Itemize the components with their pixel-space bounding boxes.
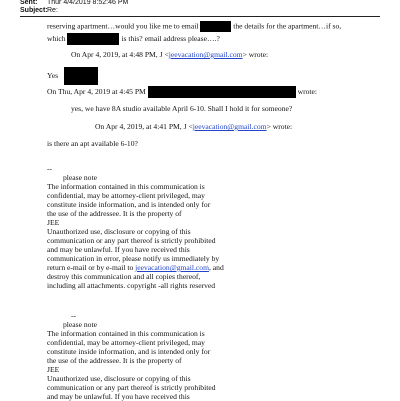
- quote-1-attribution: [71, 50, 268, 59]
- disclaimer-2-line: communication or any part thereof is strictly prohibited: [47, 383, 216, 392]
- body-line-2-end: is this? email address please….?: [121, 33, 220, 43]
- disclaimer-2-line: The information contained in this communication is: [47, 329, 205, 338]
- disclaimer-1-line: including all attachments. copyright -all rights reserved: [47, 281, 216, 290]
- disclaimer-1-line: [47, 263, 224, 272]
- subject-label: Subject:: [20, 7, 48, 14]
- disclaimer-2-line: the use of the addressee. It is the property of: [47, 356, 182, 365]
- quote-3-attribution-end: > wrote:: [266, 122, 293, 131]
- disclaimer-2-line: JEE: [47, 365, 60, 374]
- body-line-2-start: which: [47, 33, 66, 43]
- disclaimer-1-line: the use of the addressee. It is the property of: [47, 209, 182, 218]
- disclaimer-1-heading: please note: [63, 173, 97, 182]
- email-link[interactable]: jeevacation@gmail.com: [135, 263, 209, 272]
- email-link[interactable]: jeevacation@gmail.com: [192, 122, 267, 131]
- disclaimer-2-dashes: --: [71, 311, 77, 320]
- disclaimer-1-line: communication in error, please notify us immediately by: [47, 254, 220, 263]
- sent-label: Sent:: [20, 0, 38, 6]
- redaction-box: [148, 86, 296, 98]
- disclaimer-2-line: confidential, may be attorney-client privileged, may: [47, 338, 205, 347]
- quote-2-attribution-end: wrote:: [297, 86, 318, 96]
- header-divider: [20, 16, 380, 17]
- email-link[interactable]: jeevacation@gmail.com: [168, 50, 243, 59]
- disclaimer-1-line: and may be unlawful. If you have received this: [47, 245, 190, 254]
- disclaimer-1-line: confidential, may be attorney-client privileged, may: [47, 191, 205, 200]
- disclaimer-1-dashes: --: [47, 164, 53, 173]
- sent-value: Thur 4/4/2019 8:52:46 PM: [47, 0, 129, 6]
- quote-3-attribution-start: On Apr 4, 2019, at 4:41 PM, J <: [95, 122, 193, 131]
- quote-2-attribution: [47, 86, 317, 98]
- redaction-box: [64, 67, 98, 85]
- body-line-1-end: the details for the apartment…if so,: [233, 21, 342, 31]
- redaction-box: [67, 33, 119, 45]
- quote-1-text-content: Yes: [47, 70, 59, 80]
- body-line-2: [47, 33, 220, 45]
- quote-2-text: yes, we have 8A studio available April 6-10. Shall I hold it for someone?: [71, 104, 293, 113]
- disclaimer-1-line: Unauthorized use, disclosure or copying of this: [47, 227, 191, 236]
- quote-1-attribution-start: On Apr 4, 2019, at 4:48 PM, J <: [71, 50, 169, 59]
- disclaimer-1-line: The information contained in this communication is: [47, 182, 205, 191]
- disclaimer-1-line-start: return e-mail or by e-mail to: [47, 263, 134, 272]
- quote-3-text: is there an apt available 6-10?: [47, 139, 138, 148]
- quote-1-attribution-end: > wrote:: [242, 50, 269, 59]
- body-line-1-start: reserving apartment…would you like me to email: [47, 21, 199, 31]
- quote-3-attribution: [95, 122, 292, 131]
- disclaimer-1-line: JEE: [47, 218, 60, 227]
- redaction-box: [200, 21, 231, 32]
- sent-row: [20, 0, 128, 7]
- subject-row: [20, 7, 58, 15]
- disclaimer-2-heading: please note: [63, 320, 97, 329]
- quote-2-attribution-start: On Thu, Apr 4, 2019 at 4:45 PM: [47, 86, 146, 96]
- body-line-1: [47, 21, 341, 32]
- disclaimer-1-line: constitute inside information, and is intended only for: [47, 200, 211, 209]
- disclaimer-1-line: communication or any part thereof is strictly prohibited: [47, 236, 216, 245]
- disclaimer-1-line: destroy this communication and all copies thereof,: [47, 272, 201, 281]
- disclaimer-2-line: constitute inside information, and is intended only for: [47, 347, 211, 356]
- quote-1-text: [47, 67, 98, 85]
- disclaimer-2-line: Unauthorized use, disclosure or copying of this: [47, 374, 191, 383]
- disclaimer-1-line-end: , and: [209, 263, 224, 272]
- subject-value: Re:: [47, 7, 58, 14]
- disclaimer-2-line: and may be unlawful. If you have received this: [47, 392, 190, 401]
